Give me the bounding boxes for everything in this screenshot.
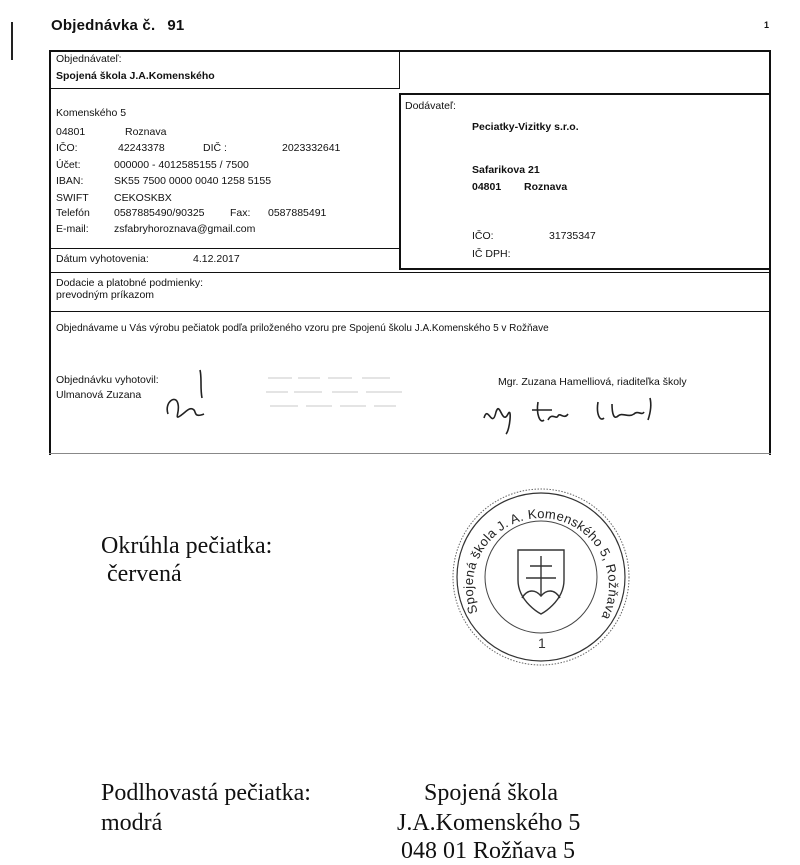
orderer-swift-label: SWIFT: [56, 192, 89, 204]
orderer-swift: CEKOSKBX: [114, 192, 172, 204]
supplier-label: Dodávateľ:: [405, 100, 456, 112]
header-divider: [399, 52, 400, 89]
oval-stamp-line-2: J.A.Komenského 5: [397, 810, 581, 836]
orderer-iban-label: IBAN:: [56, 175, 84, 187]
order-title-label: Objednávka č.: [51, 17, 156, 34]
oval-stamp-line-1: Spojená škola: [424, 780, 558, 806]
orderer-ico-label: IČO:: [56, 142, 78, 154]
supplier-city: Roznava: [524, 181, 568, 193]
orderer-phone: 0587885490/90325: [114, 207, 205, 219]
issuer-signature: [160, 366, 220, 432]
frame-bottom-partial: [49, 453, 771, 454]
orderer-phone-label: Telefón: [56, 207, 90, 219]
oval-stamp-line-3: 048 01 Rožňava 5: [401, 838, 575, 864]
frame-right: [769, 50, 771, 455]
round-stamp-seal: [450, 486, 632, 668]
supplier-ico: 31735347: [549, 230, 596, 242]
issued-by-name: Ulmanová Zuzana: [56, 389, 142, 401]
orderer-city: Roznava: [125, 126, 167, 138]
supplier-ico-label: IČO:: [472, 230, 494, 242]
orderer-ico: 42243378: [118, 142, 165, 154]
orderer-iban: SK55 7500 0000 0040 1258 5155: [114, 175, 272, 187]
orderer-label: Objednávateľ:: [56, 53, 122, 65]
orderer-fax: 0587885491: [268, 207, 327, 219]
page-number: 1: [764, 20, 770, 30]
margin-mark: [11, 22, 13, 60]
supplier-dph-label: IČ DPH:: [472, 248, 511, 260]
terms-label: Dodacie a platobné podmienky:: [56, 277, 204, 289]
orderer-postal: 04801: [56, 126, 86, 138]
terms-row-line: [51, 272, 771, 273]
director-signature: [478, 390, 668, 438]
issue-date-label: Dátum vyhotovenia:: [56, 253, 149, 265]
orderer-fax-label: Fax:: [230, 207, 251, 219]
supplier-box-bottom: [399, 268, 771, 270]
round-stamp-color: červená: [107, 561, 182, 587]
issued-by-label: Objednávku vyhotovil:: [56, 374, 159, 386]
supplier-street: Safarikova 21: [472, 164, 540, 176]
round-stamp-text: Spojená škola J. A. Komenského 5, Rožňava: [460, 506, 621, 623]
supplier-name: Peciatky-Vizitky s.r.o.: [472, 121, 579, 133]
supplier-box-left: [399, 93, 401, 270]
date-row-line: [51, 248, 399, 249]
issue-date: 4.12.2017: [193, 253, 240, 265]
orderer-account: 000000 - 4012585155 / 7500: [114, 159, 249, 171]
order-text: Objednávame u Vás výrobu pečiatok podľa priloženého vzoru pre Spojenú školu J.A.Komenského 5 v Rožňave: [56, 323, 549, 334]
supplier-box-top: [399, 93, 771, 95]
orderer-name: Spojená škola J.A.Komenského: [56, 70, 215, 82]
orderer-email-label: E-mail:: [56, 223, 89, 235]
faded-stamp: [262, 370, 412, 424]
order-title: [51, 17, 184, 34]
terms-value: prevodným príkazom: [56, 289, 155, 301]
oval-stamp-color: modrá: [101, 810, 163, 836]
round-stamp-number: 1: [538, 635, 546, 651]
coat-of-arms-icon: [518, 550, 564, 614]
orderer-dic-label: DIČ :: [203, 142, 227, 154]
orderer-street: Komenského 5: [56, 107, 127, 119]
supplier-postal: 04801: [472, 181, 502, 193]
frame-left: [49, 50, 51, 455]
order-text-line: [51, 311, 771, 312]
director-name: Mgr. Zuzana Hamelliová, riaditeľka školy: [498, 376, 687, 388]
order-number: 91: [167, 17, 185, 34]
orderer-header-line: [51, 88, 399, 89]
oval-stamp-label: Podlhovastá pečiatka:: [101, 780, 311, 806]
orderer-dic: 2023332641: [282, 142, 341, 154]
round-stamp-label: Okrúhla pečiatka:: [101, 533, 273, 559]
frame-top: [49, 50, 771, 52]
orderer-account-label: Účet:: [56, 159, 81, 171]
orderer-email: zsfabryhoroznava@gmail.com: [114, 223, 256, 235]
